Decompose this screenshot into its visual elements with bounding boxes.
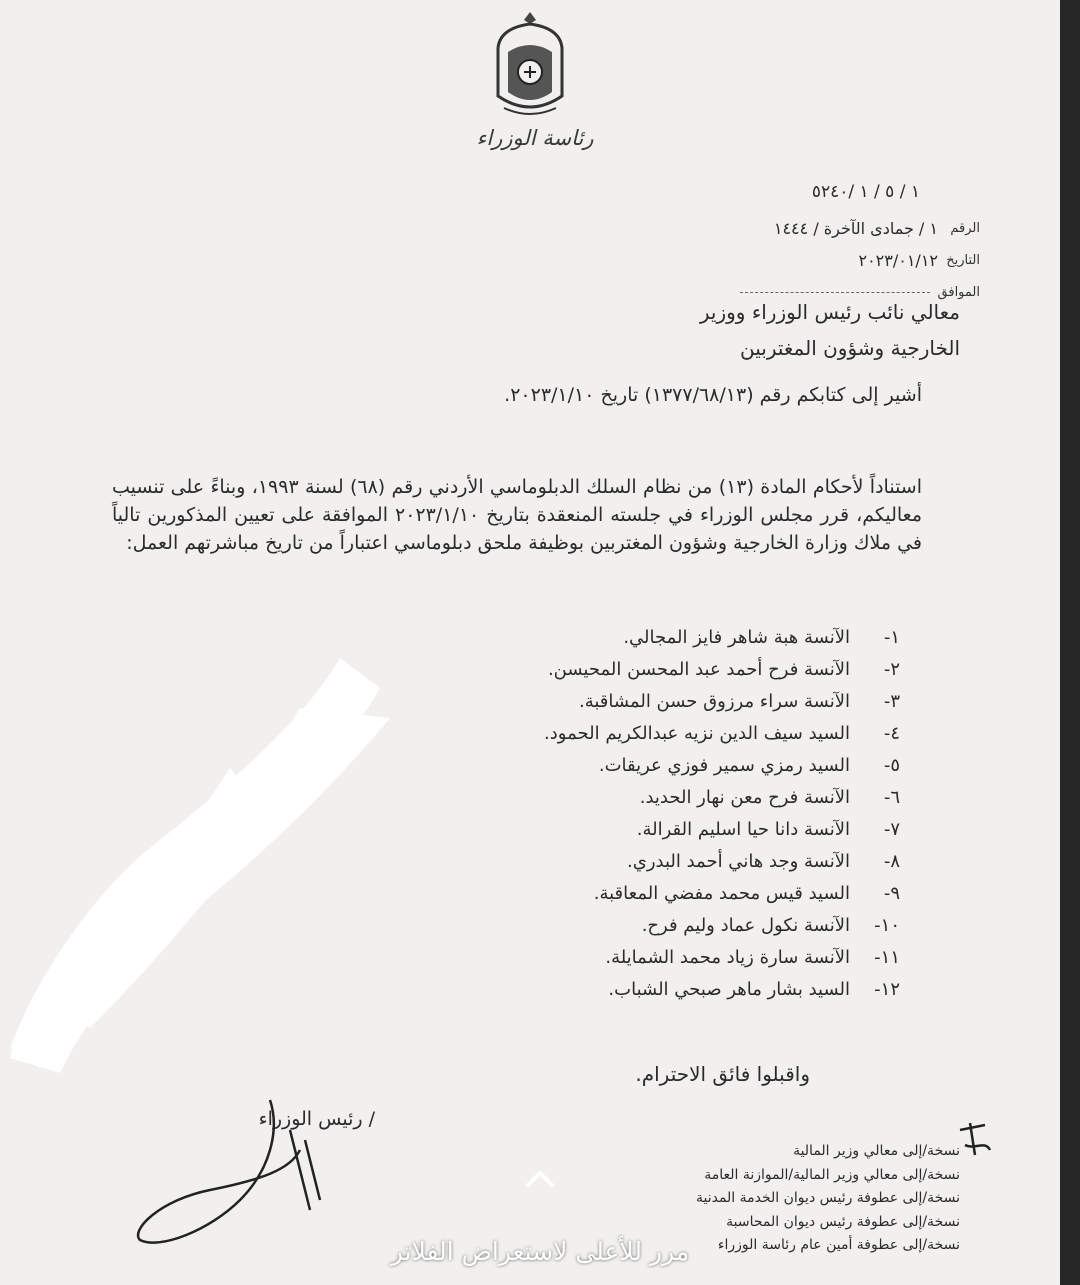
list-item: ٨- الآنسة وجد هاني أحمد البدري. [627, 850, 900, 872]
decision-paragraph: استناداً لأحكام المادة (١٣) من نظام السلك الدبلوماسي الأردني رقم (٦٨) لسنة ١٩٩٣، وبناءً على تنسيب معاليكم، قرر مجلس الوزراء في جلسته المنعقدة بتاريخ ٢٠٢٣/١/١٠ الموافقة على تعيين المذكورين تالياً في ملاك وزارة الخارجية وشؤون المغتربين بوظيفة ملحق دبلوماسي اعتباراً من تاريخ مباشرتهم العمل: [112, 476, 922, 554]
reference-paragraph: أشير إلى كتابكم رقم (١٣٧٧/٦٨/١٣) تاريخ ٢٠٢٣/١/١٠. [504, 384, 922, 406]
copy-line: نسخة/إلى معالي وزير المالية [793, 1143, 960, 1159]
filter-swipe-hint[interactable]: مرر للأعلى لاستعراض الفلاتر [390, 1237, 690, 1266]
date-label: التاريخ [946, 252, 980, 268]
redaction-scribble [0, 648, 400, 1078]
reference-number-top: ١ / ٥ / ١ /٥٢٤٠ [811, 182, 920, 202]
copy-line: نسخة/إلى عطوفة رئيس ديوان الخدمة المدنية [695, 1190, 960, 1206]
signature [120, 1090, 380, 1260]
list-item: ٩- السيد قيس محمد مفضي المعاقبة. [593, 882, 900, 904]
coat-of-arms-icon [490, 8, 570, 123]
list-item: ٥- السيد رمزي سمير فوزي عريقات. [598, 754, 900, 776]
signer-title: / رئيس الوزراء [258, 1108, 375, 1130]
list-item: ٦- الآنسة فرح معن نهار الحديد. [639, 786, 900, 808]
reference-block [560, 182, 980, 308]
addressee-line-2: الخارجية وشؤون المغتربين [740, 336, 960, 360]
appointees-list [460, 621, 900, 1005]
ref-label: الرقم [950, 220, 980, 236]
office-name: رئاسة الوزراء [476, 126, 594, 150]
screen-edge [1060, 0, 1080, 1285]
corresponding-label: الموافق [937, 284, 980, 300]
addressee [400, 294, 960, 366]
copy-line: نسخة/إلى معالي وزير المالية/الموازنة العامة [704, 1166, 960, 1183]
list-item: ١١- الآنسة سارة زياد محمد الشمايلة. [605, 946, 900, 968]
hijri-date: ١ / جمادى الآخرة / ١٤٤٤ [773, 218, 938, 238]
list-item: ١٠- الآنسة نكول عماد وليم فرح. [641, 914, 900, 936]
ref-line-date [560, 244, 980, 276]
copy-line: نسخة/إلى عطوفة رئيس ديوان المحاسبة [726, 1213, 960, 1230]
list-item: ١- الآنسة هبة شاهر فايز المجالي. [623, 626, 900, 648]
list-item: ١٢- السيد بشار ماهر صبحي الشباب. [608, 978, 900, 1000]
chevron-up-icon[interactable] [520, 1163, 560, 1193]
list-item: ٧- الآنسة دانا حيا اسليم القرالة. [636, 818, 900, 840]
list-item: ٤- السيد سيف الدين نزيه عبدالكريم الحمود. [544, 722, 900, 744]
ref-line-number [560, 212, 980, 244]
list-item: ٢- الآنسة فرح أحمد عبد المحسن المحيسن. [547, 658, 900, 680]
closing-line: واقبلوا فائق الاحترام. [635, 1062, 810, 1086]
date-value: ٢٠٢٣/٠١/١٢ [858, 250, 938, 270]
addressee-line-1: معالي نائب رئيس الوزراء ووزير [699, 300, 960, 324]
dotted-line [740, 292, 930, 293]
copy-line: نسخة/إلى عطوفة أمين عام رئاسة الوزراء [717, 1237, 960, 1253]
list-item: ٣- الآنسة سراء مرزوق حسن المشاقبة. [578, 690, 900, 712]
